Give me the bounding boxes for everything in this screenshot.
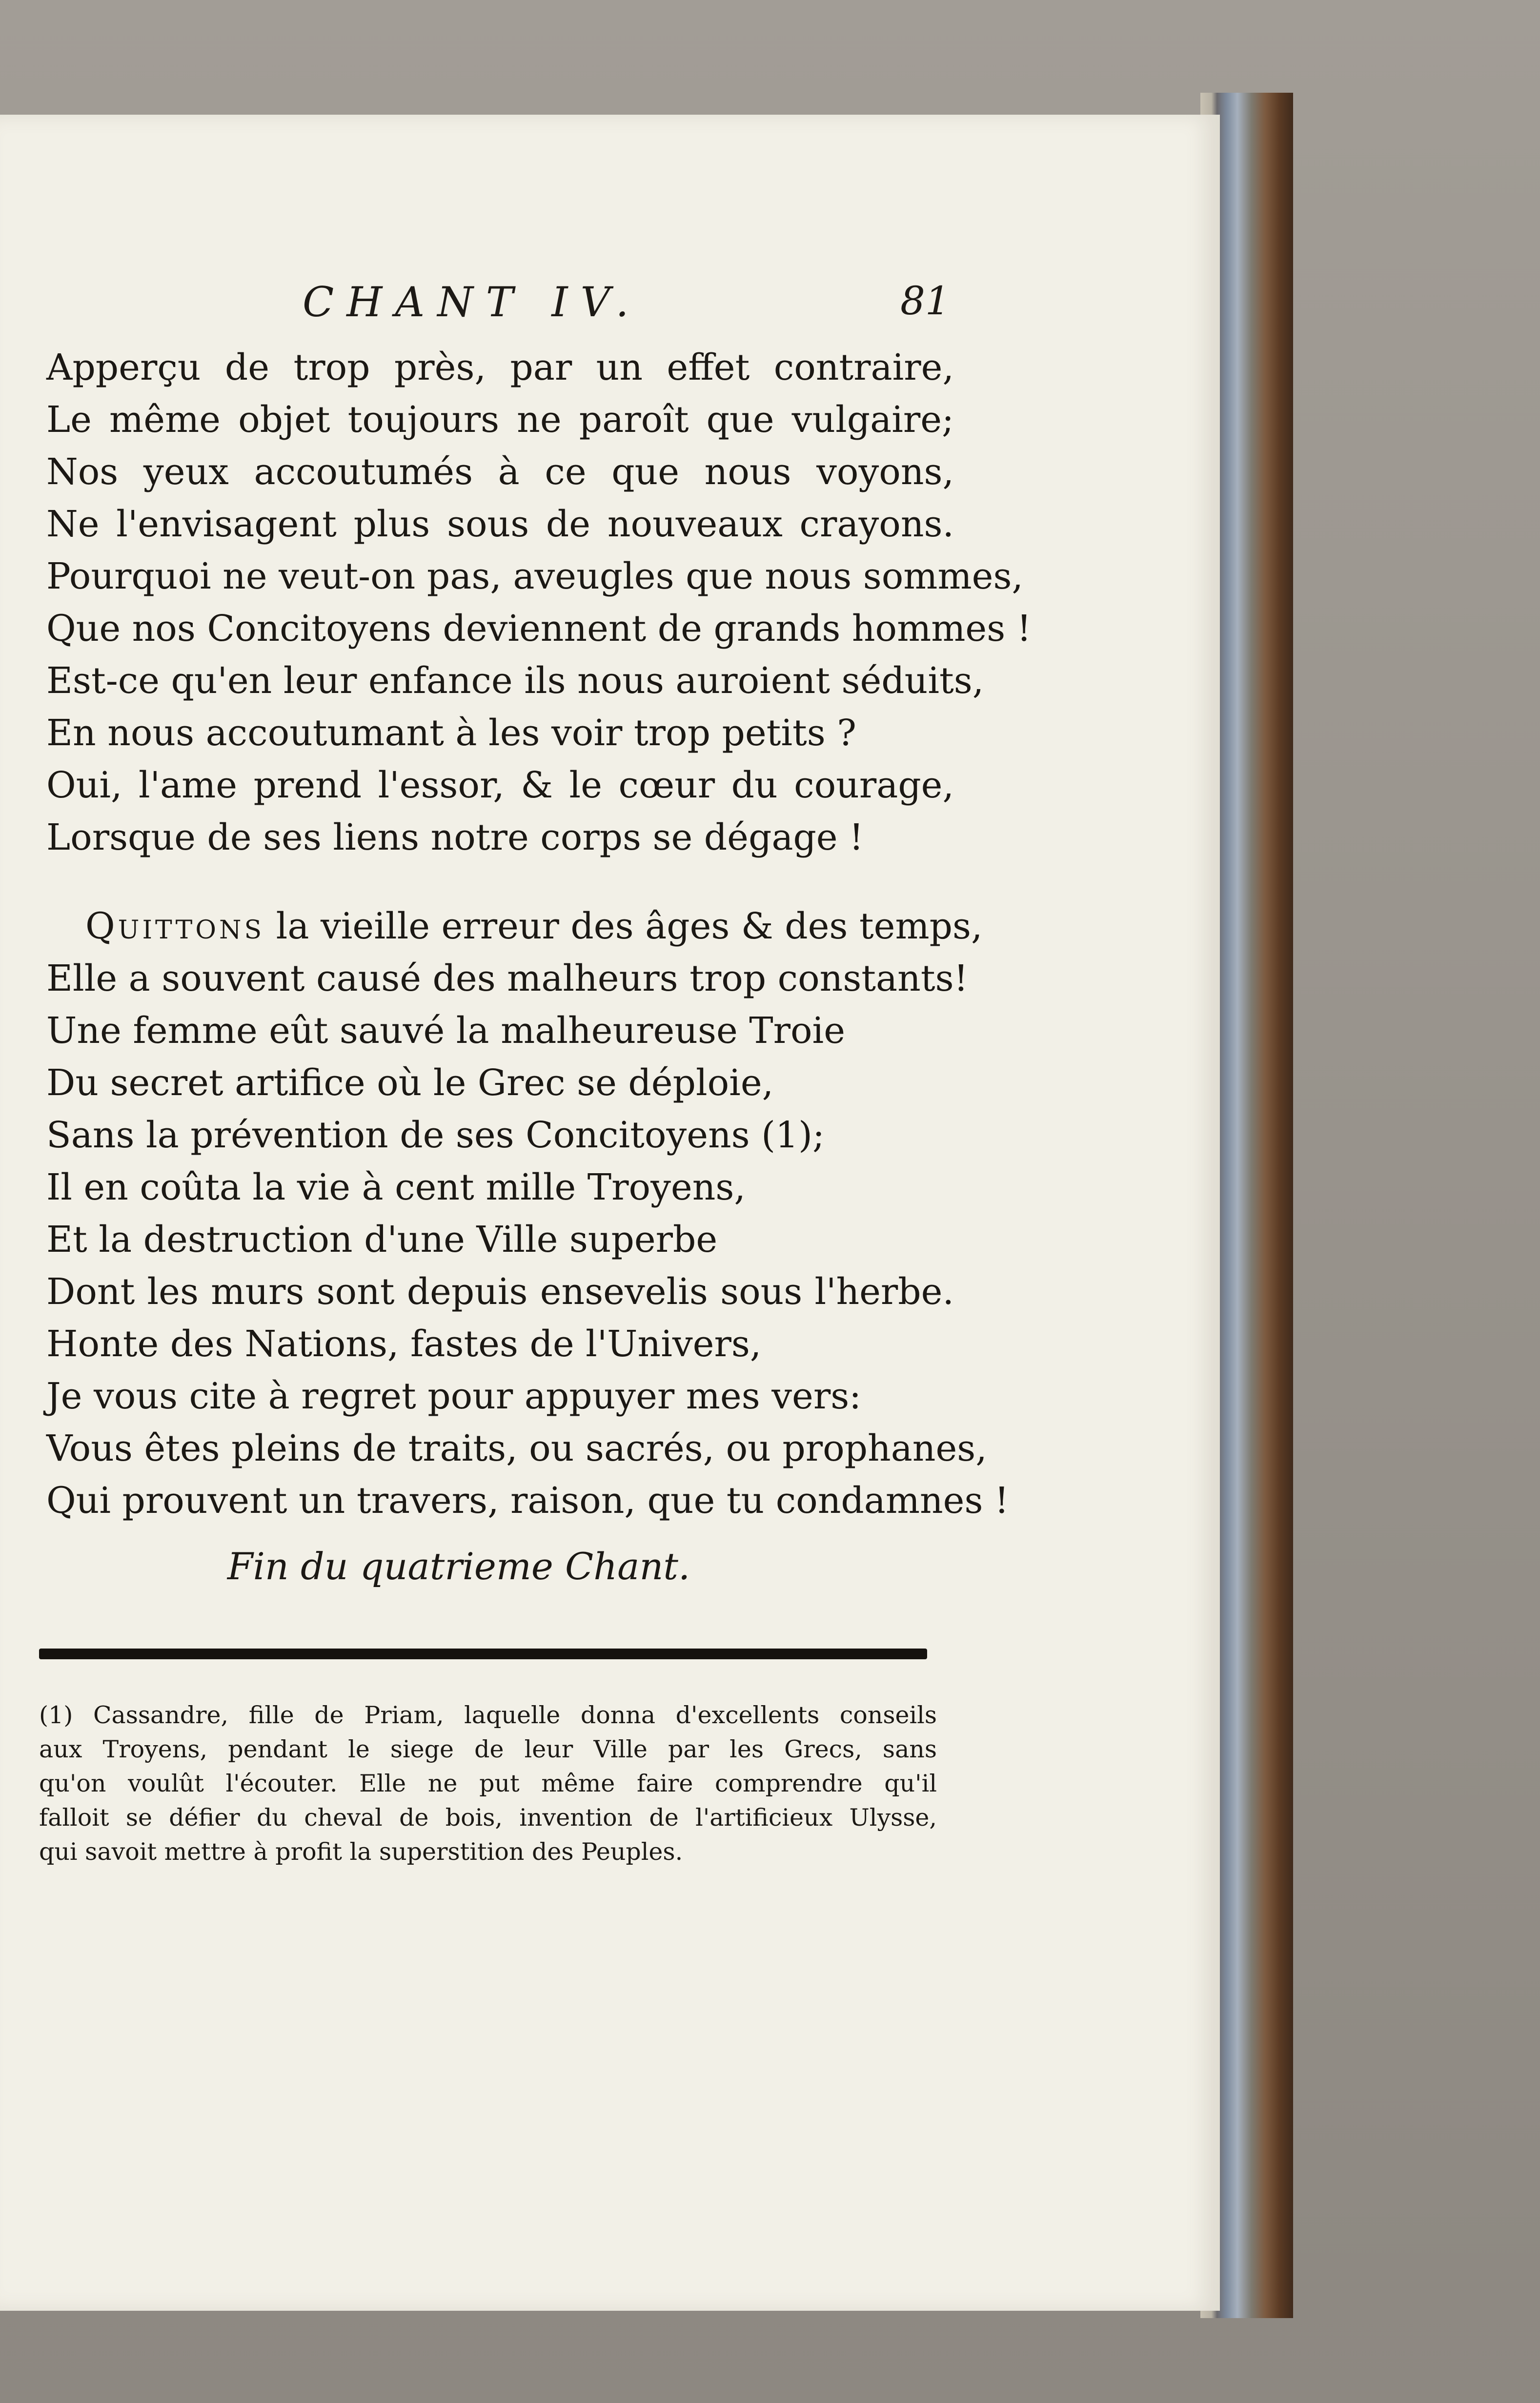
running-title: CHANT IV. xyxy=(303,278,642,326)
verse-line: Apperçu de trop près, par un effet contraire, xyxy=(46,346,954,388)
verse-line: Oui, l'ame prend l'essor, & le cœur du courage, xyxy=(46,764,954,806)
verse-line: Est-ce qu'en leur enfance ils nous auroient séduits, xyxy=(46,660,984,702)
verse-line: En nous accoutumant à les voir trop petits ? xyxy=(46,712,856,754)
verse-line: Sans la prévention de ses Concitoyens (1); xyxy=(46,1114,825,1156)
verse-line: Que nos Concitoyens deviennent de grands hommes ! xyxy=(46,608,1032,650)
page-header xyxy=(0,278,1220,337)
verse-line: Et la destruction d'une Ville superbe xyxy=(46,1219,718,1261)
verse-line: Le même objet toujours ne paroît que vulgaire; xyxy=(46,399,954,441)
verse-line: Qui prouvent un travers, raison, que tu condamnes ! xyxy=(46,1480,1009,1522)
stanza-1 xyxy=(46,342,1032,864)
verse-line: Ne l'envisagent plus sous de nouveaux crayons. xyxy=(46,503,954,545)
footnote-line: qui savoit mettre à profit la superstition des Peuples. xyxy=(39,1838,683,1866)
verse-line: Vous êtes pleins de traits, ou sacrés, ou prophanes, xyxy=(46,1427,987,1469)
verse-line: Une femme eût sauvé la malheureuse Troie xyxy=(46,1010,845,1052)
footnote-line: qu'on voulût l'écouter. Elle ne put même faire comprendre qu'il xyxy=(39,1770,937,1797)
verse-line: Dont les murs sont depuis ensevelis sous l'herbe. xyxy=(46,1271,954,1313)
verse-line-first-rest: la vieille erreur des âges & des temps, xyxy=(276,905,983,947)
verse-line: Honte des Nations, fastes de l'Univers, xyxy=(46,1323,762,1365)
verse-line: Lorsque de ses liens notre corps se dégage ! xyxy=(46,816,864,858)
verse-line-first xyxy=(46,900,983,953)
page-number: 81 xyxy=(900,278,950,324)
verse-line: Je vous cite à regret pour appuyer mes vers: xyxy=(46,1375,862,1417)
footnote-line: aux Troyens, pendant le siege de leur Ville par les Grecs, sans xyxy=(39,1735,937,1763)
chapter-closing: Fin du quatrieme Chant. xyxy=(227,1545,690,1588)
verse-line: Du secret artifice où le Grec se déploie, xyxy=(46,1062,774,1104)
footnote-line: (1) Cassandre, fille de Priam, laquelle donna d'excellents conseils xyxy=(39,1701,937,1729)
stanza-2 xyxy=(46,900,1009,1527)
verse-line: Nos yeux accoutumés à ce que nous voyons, xyxy=(46,451,954,493)
footnote xyxy=(39,1698,937,1869)
footnote-line: falloit se défier du cheval de bois, invention de l'artificieux Ulysse, xyxy=(39,1804,937,1832)
small-caps-opening-word: Quittons xyxy=(85,905,265,947)
verse-line: Il en coûta la vie à cent mille Troyens, xyxy=(46,1166,746,1208)
verse-line: Pourquoi ne veut-on pas, aveugles que nous sommes, xyxy=(46,555,1023,597)
footnote-rule xyxy=(39,1649,927,1659)
verse-line: Elle a souvent causé des malheurs trop constants! xyxy=(46,957,969,999)
